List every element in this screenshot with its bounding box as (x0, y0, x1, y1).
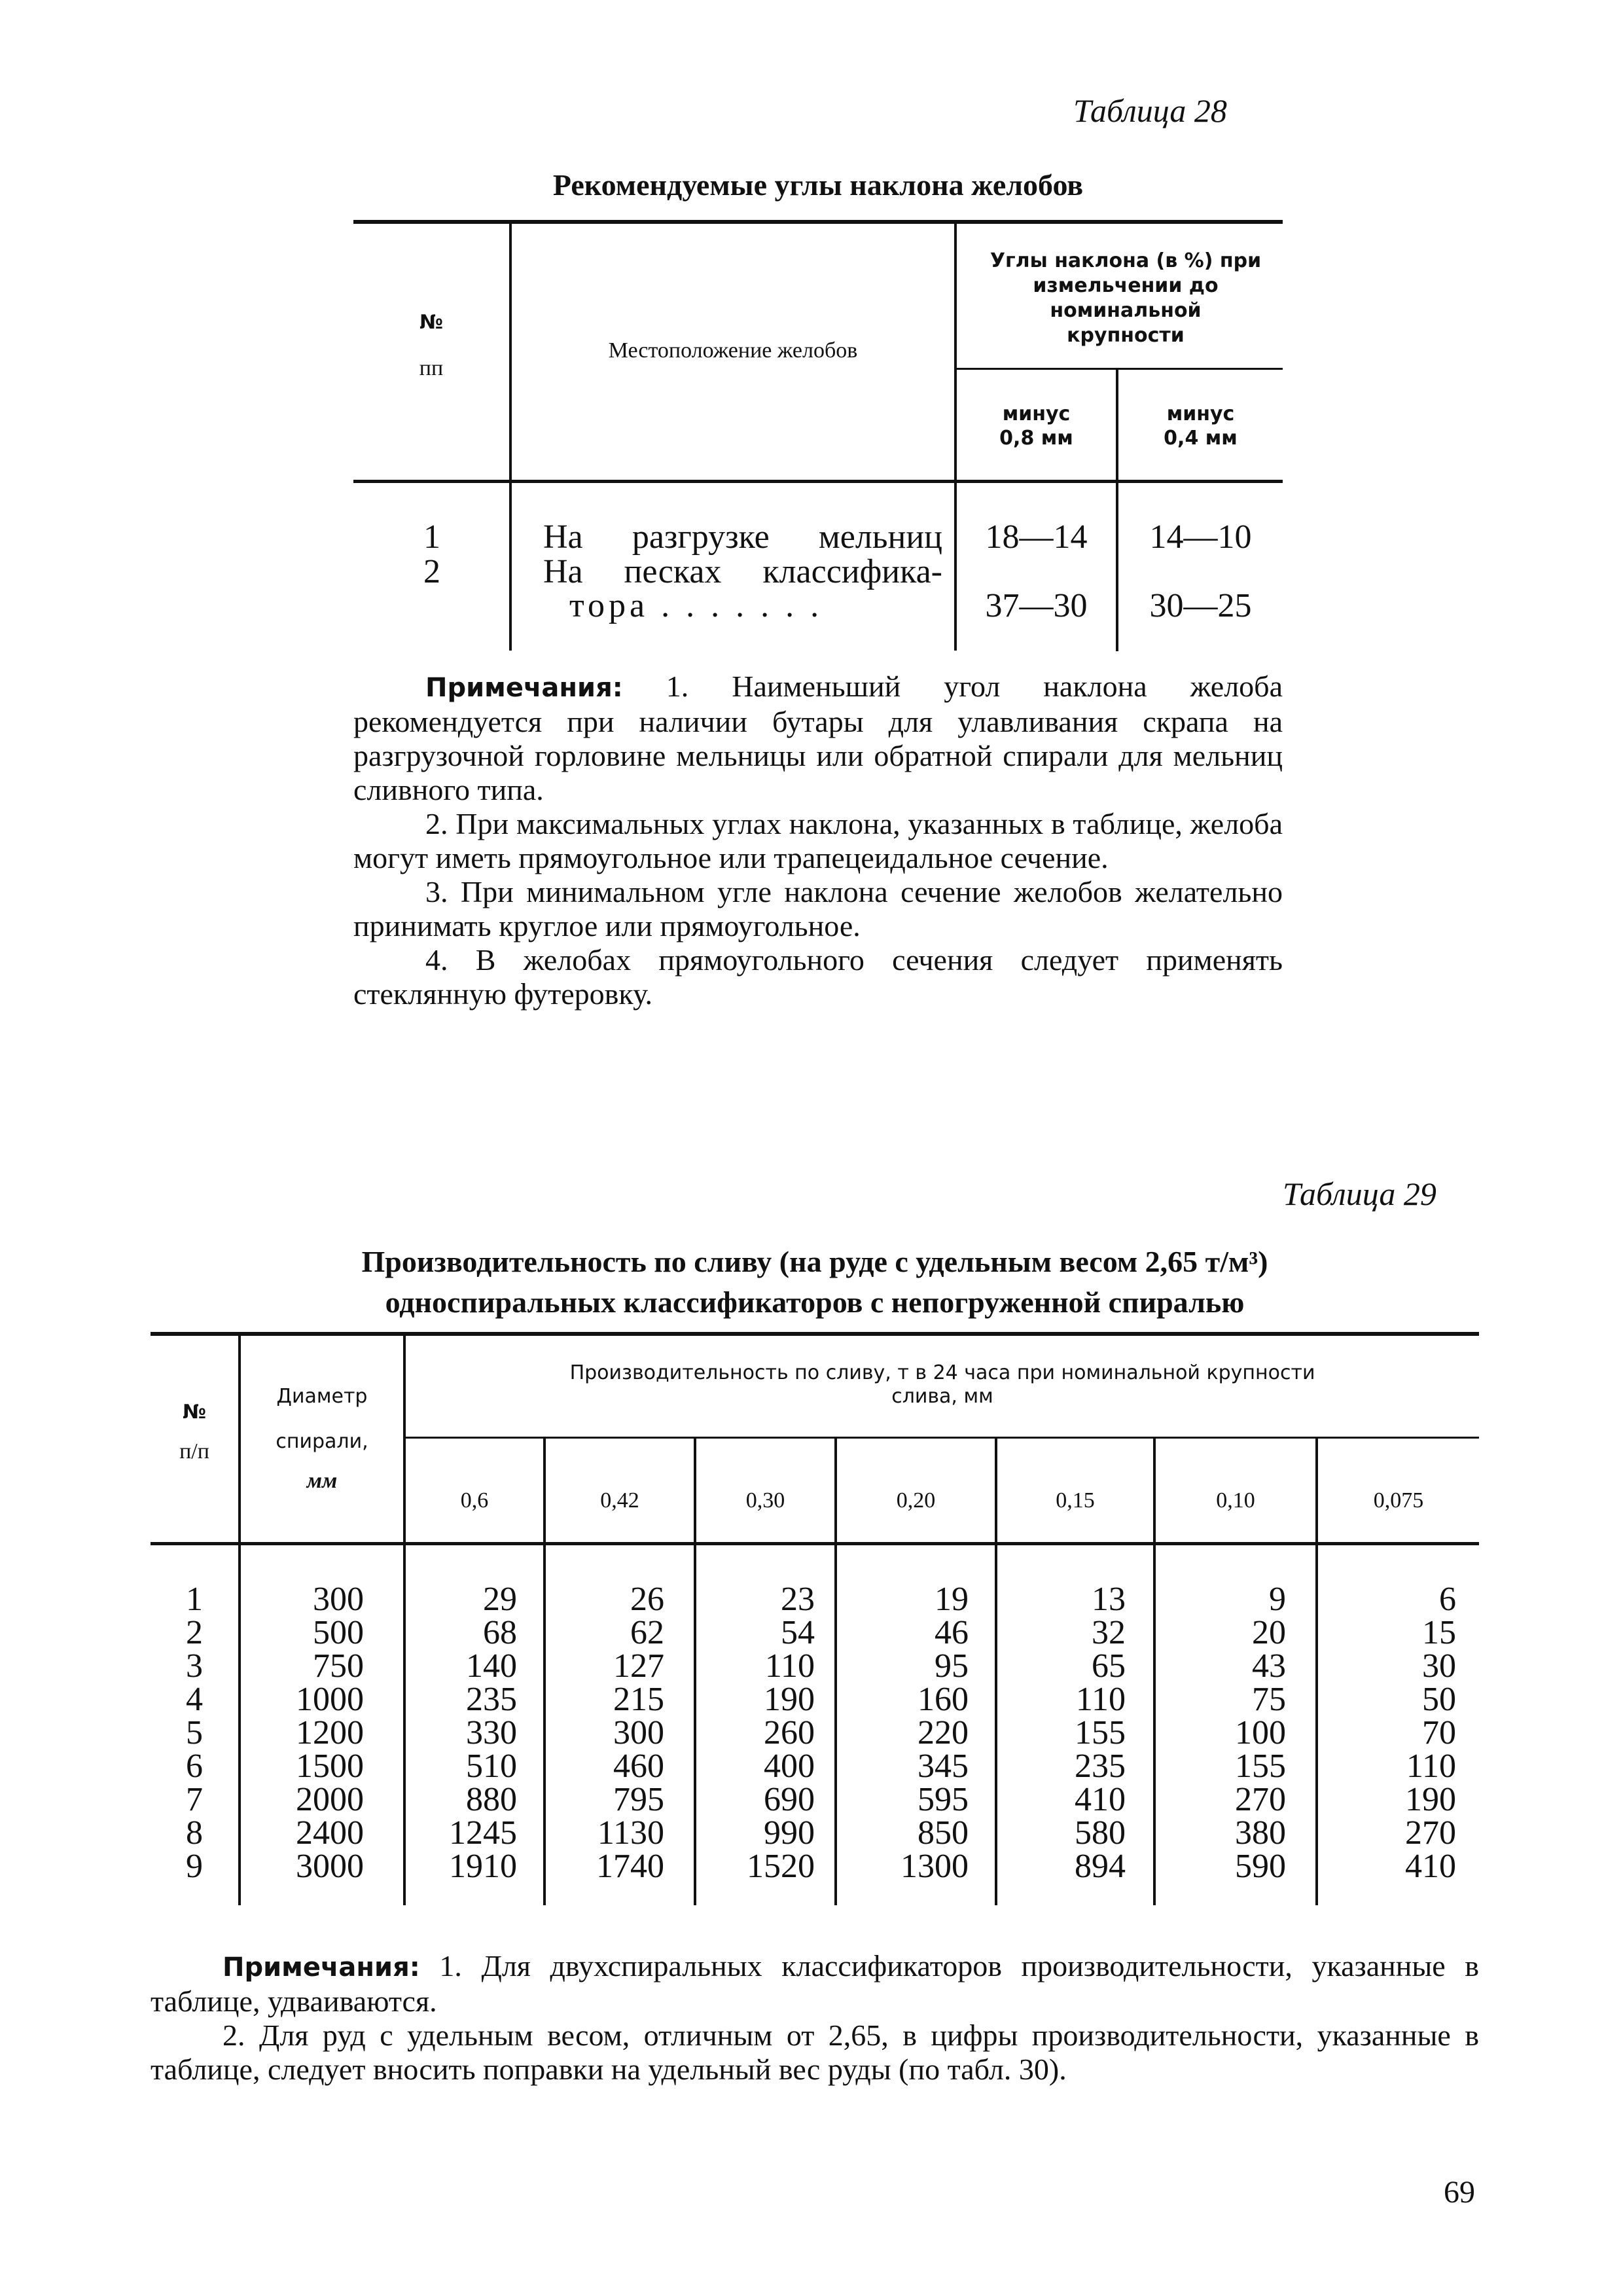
table29-cell-diam: 500 (313, 1614, 364, 1651)
table29-cell-value: 1245 (449, 1814, 517, 1852)
table29-cell-value: 68 (483, 1614, 517, 1651)
table29-cell-value: 260 (764, 1714, 815, 1751)
table29-header-prod: Производительность по сливу, т в 24 часа при номинальной крупности (569, 1361, 1315, 1384)
table29-cell-value: 1300 (901, 1848, 969, 1885)
table29-notes-label: Примечания: (223, 1952, 420, 1982)
table29-cell-value: 410 (1075, 1781, 1126, 1818)
table29-cell-value: 410 (1405, 1848, 1456, 1885)
table28-header-num: № (419, 311, 444, 334)
table29-cell-value: 50 (1422, 1681, 1456, 1718)
table29-cell-value: 235 (1075, 1748, 1126, 1785)
table29-note-1-text: 1. Для двухспиральных классификаторов производительности, указанные в таблице, удваиваются. (151, 1949, 1479, 2018)
table29-cell-value: 29 (483, 1581, 517, 1618)
table29-cell-value: 580 (1075, 1814, 1126, 1852)
table29-cell-num: 6 (186, 1748, 203, 1785)
table29-cell-value: 894 (1075, 1848, 1126, 1885)
table29-cell-value: 190 (1405, 1781, 1456, 1818)
table29-title-line2: односпиральных классификаторов с непогруженной спиралью (385, 1285, 1245, 1319)
table29-header-diam: Диаметр (276, 1385, 368, 1408)
table29-top-rule (151, 1332, 1479, 1336)
table29-cell-value: 95 (935, 1647, 969, 1685)
table29-cell-value: 330 (466, 1714, 517, 1751)
table29-cell-num: 3 (186, 1647, 203, 1685)
table29-cell-value: 380 (1235, 1814, 1286, 1852)
table29-cell-value: 300 (613, 1714, 664, 1751)
table28-row2-v2: 30—25 (1149, 587, 1252, 624)
table29-cell-value: 110 (1406, 1748, 1456, 1785)
table28-title: Рекомендуемые углы наклона желобов (552, 168, 1084, 202)
table29-cell-value: 460 (613, 1748, 664, 1785)
table29-size-0: 0,6 (460, 1488, 489, 1513)
table29-cell-value: 75 (1252, 1681, 1286, 1718)
table29-cell-value: 1740 (596, 1848, 664, 1885)
table29-cell-value: 400 (764, 1748, 815, 1785)
table29-cell-value: 15 (1422, 1614, 1456, 1651)
table29-cell-value: 26 (630, 1581, 664, 1618)
table29-cell-value: 880 (466, 1781, 517, 1818)
table28-header-num2: пп (419, 356, 444, 380)
table29-cell-value: 215 (613, 1681, 664, 1718)
table29-cell-diam: 750 (313, 1647, 364, 1685)
table28-header-col2: минус (1166, 403, 1235, 425)
table29-label: Таблица 29 (1283, 1175, 1436, 1212)
table28-row2-location-cont: тора . . . . . . . (569, 587, 823, 624)
table29-cell-value: 1910 (449, 1848, 517, 1885)
table29-cell-value: 1130 (597, 1814, 664, 1852)
table29-cell-value: 46 (935, 1614, 969, 1651)
table28-note-2: 2. При максимальных углах наклона, указанных в таблице, желоба могут иметь прямоугольное или трапецеидальное сечение. (353, 807, 1283, 874)
table29-divider (238, 1336, 241, 1905)
table28-notes-label: Примечания: (425, 673, 623, 703)
table29-cell-value: 70 (1422, 1714, 1456, 1751)
table29-cell-value: 62 (630, 1614, 664, 1651)
table28-row2-location: На песках классифика- (543, 553, 942, 590)
table29-cell-num: 7 (186, 1781, 203, 1818)
table29-cell-value: 19 (935, 1581, 969, 1618)
table28-divider (509, 224, 512, 651)
table29-cell-value: 270 (1235, 1781, 1286, 1818)
table28-subheader-rule (955, 368, 1283, 370)
table29-cell-value: 9 (1269, 1581, 1286, 1618)
table29-cell-value: 110 (1075, 1681, 1126, 1718)
table28-header-col2-unit: 0,4 мм (1164, 427, 1238, 450)
table29-cell-value: 13 (1092, 1581, 1126, 1618)
table29-cell-num: 2 (186, 1614, 203, 1651)
table29-cell-value: 795 (613, 1781, 664, 1818)
table28-row1-v2: 14—10 (1149, 518, 1252, 556)
table28-row1-location: На разгрузке мельниц (543, 518, 942, 556)
table29-cell-value: 65 (1092, 1647, 1126, 1685)
table29-cell-value: 43 (1252, 1647, 1286, 1685)
table29-cell-value: 160 (918, 1681, 969, 1718)
table29-header-diam2: спирали, (276, 1430, 368, 1453)
table28-header-angles: Углы наклона (в %) при измельчении до номинальной крупности (990, 249, 1262, 347)
table29-cell-num: 8 (186, 1814, 203, 1852)
table29-cell-value: 190 (764, 1681, 815, 1718)
table29-size-5: 0,10 (1216, 1488, 1255, 1513)
table28-header-location: Местоположение желобов (608, 338, 858, 363)
table29-cell-value: 127 (613, 1647, 664, 1685)
table29-cell-value: 690 (764, 1781, 815, 1818)
table28-header-rule (353, 480, 1283, 483)
table28-row2-num: 2 (423, 553, 440, 590)
table29-note-1 (151, 1949, 1479, 2018)
table29-note-2: 2. Для руд с удельным весом, отличным от 2,65, в цифры производительности, указанные в таблице, следует вносить поправки на удельный вес руды (по табл. 30). (151, 2018, 1479, 2086)
table29-cell-value: 30 (1422, 1647, 1456, 1685)
table29-subheader-rule (406, 1437, 1479, 1439)
table29-cell-diam: 3000 (296, 1848, 364, 1885)
table29-cell-value: 32 (1092, 1614, 1126, 1651)
table29-cell-value: 20 (1252, 1614, 1286, 1651)
table29-cell-num: 4 (186, 1681, 203, 1718)
table29-cell-num: 9 (186, 1848, 203, 1885)
table29-cell-value: 990 (764, 1814, 815, 1852)
table29-cell-value: 110 (764, 1647, 815, 1685)
table29-cell-value: 590 (1235, 1848, 1286, 1885)
table29-cell-value: 595 (918, 1781, 969, 1818)
table28-note-1-text: 1. Наименьший угол наклона желоба рекомендуется при наличии бутары для улавливания скрапа на разгрузочной горловине мельницы или обратной спирали для мельниц сливного типа. (353, 670, 1283, 806)
table29-cell-value: 155 (1075, 1714, 1126, 1751)
table29-size-3: 0,20 (896, 1488, 936, 1513)
table29-cell-value: 155 (1235, 1748, 1286, 1785)
table28-note-3: 3. При минимальном угле наклона сечение желобов желательно принимать круглое или прямоугольное. (353, 875, 1283, 942)
table29-cell-value: 270 (1405, 1814, 1456, 1852)
table28-label: Таблица 28 (1073, 92, 1227, 129)
table29-cell-diam: 2000 (296, 1781, 364, 1818)
table29-cell-diam: 1000 (296, 1681, 364, 1718)
table28-note-4: 4. В желобах прямоугольного сечения следует применять стеклянную футеровку. (353, 943, 1283, 1011)
table29-cell-value: 23 (781, 1581, 815, 1618)
table29-cell-diam: 300 (313, 1581, 364, 1618)
table29-header-num: № (182, 1401, 207, 1424)
table29-notes (151, 1949, 1479, 2087)
table29-cell-value: 6 (1439, 1581, 1456, 1618)
table29-cell-diam: 2400 (296, 1814, 364, 1852)
table29-cell-value: 345 (918, 1748, 969, 1785)
table28-header-col1-unit: 0,8 мм (999, 427, 1073, 450)
table29-cell-value: 54 (781, 1614, 815, 1651)
table28-note-1 (353, 670, 1283, 807)
table29-cell-value: 510 (466, 1748, 517, 1785)
table29-cell-diam: 1500 (296, 1748, 364, 1785)
table28-top-rule (353, 220, 1283, 224)
table29-header-num2: п/п (179, 1439, 209, 1463)
table29-header-diam3: мм (306, 1469, 338, 1493)
table29-cell-value: 100 (1235, 1714, 1286, 1751)
page-number: 69 (1444, 2175, 1475, 2210)
table29-cell-diam: 1200 (296, 1714, 364, 1751)
table29-cell-value: 1520 (747, 1848, 815, 1885)
table29-size-1: 0,42 (600, 1488, 639, 1513)
table29-cell-num: 1 (186, 1581, 203, 1618)
table29-header-prod2: слива, мм (891, 1385, 993, 1408)
table29-cell-value: 850 (918, 1814, 969, 1852)
table29-cell-value: 235 (466, 1681, 517, 1718)
table29-cell-value: 220 (918, 1714, 969, 1751)
table29-cell-value: 140 (466, 1647, 517, 1685)
table29-cell-num: 5 (186, 1714, 203, 1751)
table29-title-line1: Производительность по сливу (на руде с удельным весом 2,65 т/м³) (361, 1245, 1268, 1278)
table29-header-rule (151, 1542, 1479, 1545)
table28-row1-v1: 18—14 (985, 518, 1088, 556)
table29-size-2: 0,30 (745, 1488, 785, 1513)
table29-size-4: 0,15 (1056, 1488, 1095, 1513)
table28-notes (353, 670, 1283, 1011)
table28-header-col1: минус (1002, 403, 1071, 425)
table28-row2-v1: 37—30 (985, 587, 1088, 624)
table28-row1-num: 1 (423, 518, 440, 556)
table29-size-6: 0,075 (1373, 1488, 1424, 1513)
